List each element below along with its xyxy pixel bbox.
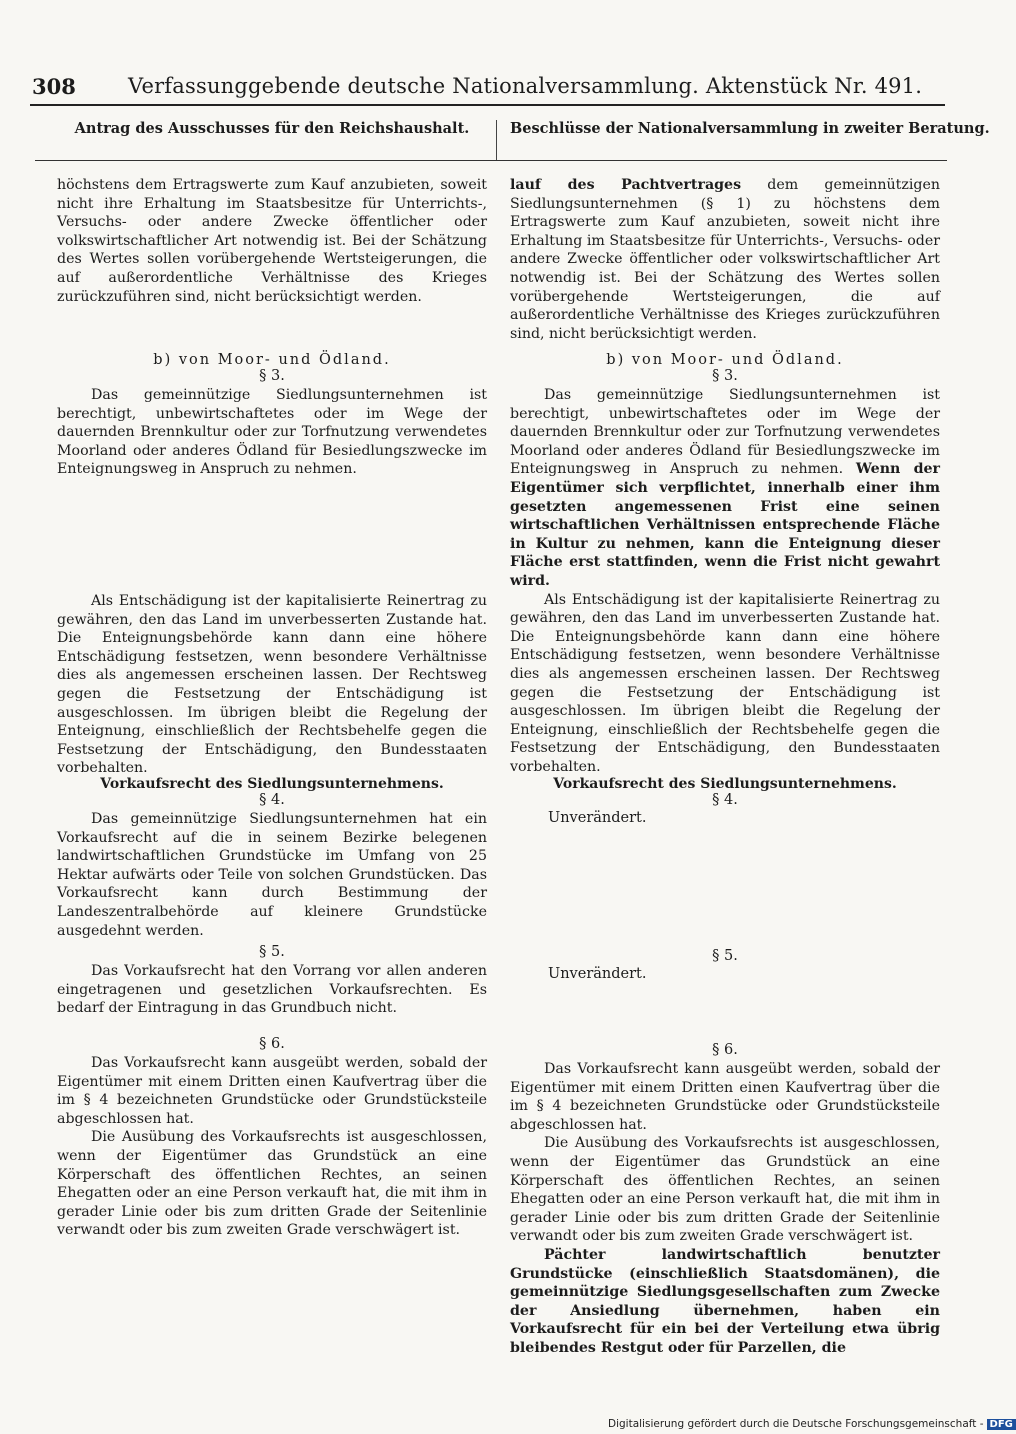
right-intro-paragraph (510, 176, 940, 343)
right-paragraph-6-text: Das Vorkaufsrecht kann ausgeübt werden, sobald der Eigentümer mit einem Dritten einen Kaufvertrag über die im § 4 bezeichneten Grundstücke oder Grundstücksteile abgeschlossen hat. (510, 1061, 940, 1133)
column-heading-rule (35, 160, 947, 161)
right-paragraph-6-bold: Pächter landwirtschaftlich benutzter Grundstücke (einschließlich Staatsdomänen), die gemeinnützige Siedlungsgesellschaften zum Zwecke der Ansiedlung übernehmen, haben ein Vorkaufsrecht für ein bei der Verteilung etwa übrig bleibendes Restgut oder für Parzellen, die (510, 1246, 940, 1356)
left-paragraph-5-label: § 5. (259, 944, 285, 960)
right-vorkauf-heading: Vorkaufsrecht des Siedlungsunternehmens. (553, 776, 897, 792)
page-number: 308 (32, 74, 76, 99)
right-paragraph-4-text: Unverändert. (548, 810, 647, 826)
right-section-3 (510, 352, 940, 776)
header-rule (30, 104, 945, 106)
right-paragraph-6-label: § 6. (712, 1042, 738, 1058)
right-intro-bold: lauf des Pachtvertrages (510, 177, 742, 193)
left-paragraph-3-text: Das gemeinnützige Siedlungsunternehmen ist berechtigt, unbewirtschaftetes oder im Wege der dauernden Brennkultur oder zur Torfnutzung verwendetes Moorland oder anderes Ödland für Besiedlungszwecke im Enteignungsweg in Anspruch zu nehmen. (57, 387, 487, 478)
dfg-logo: DFG (987, 1419, 1016, 1430)
page-header (30, 70, 945, 110)
right-column (510, 118, 990, 1356)
right-paragraph-3-bold: Wenn der Eigentümer sich verpflichtet, innerhalb einer ihm gesetzten angemessenen Frist eine seinen wirtschaftlichen Verhältnissen entsprechende Fläche in Kultur zu nehmen, kann die Enteignung dieser Fläche erst stattfinden, wenn die Frist nicht gewahrt wird. (510, 461, 941, 589)
left-section-3 (57, 352, 487, 479)
footer-text: Digitalisierung gefördert durch die Deutsche Forschungsgemeinschaft - (608, 1418, 984, 1430)
right-paragraph-3-text2: Als Entschädigung ist der kapitalisierte Reinertrag zu gewähren, den das Land im unverbesserten Zustande hat. Die Enteignungsbehörde kann dann eine höhere Entschädigung festsetzen, wenn besondere Verhältnisse dies als angemessen erscheinen lassen. Der Rechtsweg gegen die Festsetzung der Entschädigung ist ausgeschlossen. Im übrigen bleibt die Regelung der Enteignung, einschließlich der Rechtsbehelfe gegen die Festsetzung der Entschädigung, den Bundesstaaten vorbehalten. (510, 591, 940, 775)
digitization-footer (608, 1418, 1016, 1430)
right-column-title: Beschlüsse der Nationalversammlung in zweiter Beratung. (510, 120, 990, 137)
left-section-5 (57, 944, 487, 1018)
left-section-6 (57, 1036, 487, 1240)
right-paragraph-5-text: Unverändert. (548, 966, 647, 982)
left-paragraph-6-label: § 6. (259, 1036, 285, 1052)
right-paragraph-4-label: § 4. (712, 792, 738, 808)
right-subheading-b: b) von Moor- und Ödland. (606, 352, 844, 368)
right-section-5 (510, 948, 940, 982)
left-intro-text: höchstens dem Ertragswerte zum Kauf anzubieten, soweit nicht ihre Erhaltung im Staatsbesitze für Unterrichts-, Versuchs- oder andere Zwecke öffentlicher oder volkswirtschaftlicher Art notwendig ist. Bei der Schätzung des Wertes sollen vorübergehende Wertsteigerungen, die auf außerordentliche Verhältnisse des Krieges zurückzuführen sind, nicht berücksichtigt werden. (57, 177, 487, 305)
left-paragraph-3-label: § 3. (259, 368, 285, 384)
right-paragraph-3-text: Das gemeinnützige Siedlungsunternehmen ist berechtigt, unbewirtschaftetes oder im Wege der dauernden Brennkultur oder zur Torfnutzung verwendetes Moorland oder anderes Ödland für Besiedlungszwecke im Enteignungsweg in Anspruch zu nehmen. (510, 387, 940, 478)
right-paragraph-3-label: § 3. (712, 368, 738, 384)
left-paragraph-4-label: § 4. (259, 792, 285, 808)
left-subheading-b: b) von Moor- und Ödland. (153, 352, 391, 368)
right-intro-text: dem gemeinnützigen Siedlungsunternehmen (§ 1) zu höchstens dem Ertragswerte zum Kauf anzubieten, soweit nicht ihre Erhaltung im Staatsbesitze für Unterrichts-, Versuchs- oder andere Zwecke öffentlicher oder volkswirtschaftlicher Art notwendig ist. Bei der Schätzung des Wertes sollen vorübergehende Wertsteigerungen, die auf außerordentliche Verhältnisse des Krieges zurückzuführen sind, nicht berücksichtigt werden. (510, 177, 941, 342)
right-section-4 (510, 776, 940, 826)
left-intro (57, 176, 487, 306)
left-section-3-cont (57, 592, 487, 778)
right-intro (510, 176, 940, 343)
right-paragraph-3-paragraph (510, 386, 940, 591)
page-title: Verfassunggebende deutsche Nationalversammlung. Aktenstück Nr. 491. (128, 74, 923, 98)
right-paragraph-6-text2: Die Ausübung des Vorkaufsrechts ist ausgeschlossen, wenn der Eigentümer das Grundstück an eine Körperschaft des öffentlichen Rechtes, an seinen Ehegatten oder an eine Person verkauft hat, die mit ihm in gerader Linie oder bis zum dritten Grade der Seitenlinie verwandt oder bis zum zweiten Grade verschwägert ist. (510, 1135, 940, 1245)
right-paragraph-5-label: § 5. (712, 948, 738, 964)
left-paragraph-6-text2: Die Ausübung des Vorkaufsrechts ist ausgeschlossen, wenn der Eigentümer das Grundstück an eine Körperschaft des öffentlichen Rechtes, an seinen Ehegatten oder an eine Person verkauft hat, die mit ihm in gerader Linie oder bis zum dritten Grade der Seitenlinie verwandt oder bis zum zweiten Grade verschwägert ist. (57, 1129, 487, 1239)
left-paragraph-6-text: Das Vorkaufsrecht kann ausgeübt werden, sobald der Eigentümer mit einem Dritten einen Kaufvertrag über die im § 4 bezeichneten Grundstücke oder Grundstücksteile abgeschlossen hat. (57, 1055, 487, 1127)
left-column (57, 118, 487, 1239)
column-divider (496, 120, 497, 160)
left-section-4 (57, 776, 487, 940)
left-paragraph-3-text2: Als Entschädigung ist der kapitalisierte Reinertrag zu gewähren, den das Land im unverbesserten Zustande hat. Die Enteignungsbehörde kann dann eine höhere Entschädigung festsetzen, wenn besondere Verhältnisse dies als angemessen erscheinen lassen. Der Rechtsweg gegen die Festsetzung der Entschädigung ist ausgeschlossen. Im übrigen bleibt die Regelung der Enteignung, einschließlich der Rechtsbehelfe gegen die Festsetzung der Entschädigung, den Bundesstaaten vorbehalten. (57, 593, 487, 777)
left-paragraph-5-text: Das Vorkaufsrecht hat den Vorrang vor allen anderen eingetragenen und gesetzlichen Vorkaufsrechten. Es bedarf der Eintragung in das Grundbuch nicht. (57, 963, 487, 1017)
left-vorkauf-heading: Vorkaufsrecht des Siedlungsunternehmens. (100, 776, 444, 792)
left-paragraph-4-text: Das gemeinnützige Siedlungsunternehmen hat ein Vorkaufsrecht auf die in seinem Bezirke belegenen landwirtschaftlichen Grundstücke im Umfang von 25 Hektar aufwärts oder Teile von solchen Grundstücken. Das Vorkaufsrecht kann durch Bestimmung der Landeszentralbehörde auf kleinere Grundstücke ausgedehnt werden. (57, 811, 487, 939)
left-column-title: Antrag des Ausschusses für den Reichshaushalt. (74, 120, 470, 137)
right-section-6 (510, 1042, 940, 1358)
